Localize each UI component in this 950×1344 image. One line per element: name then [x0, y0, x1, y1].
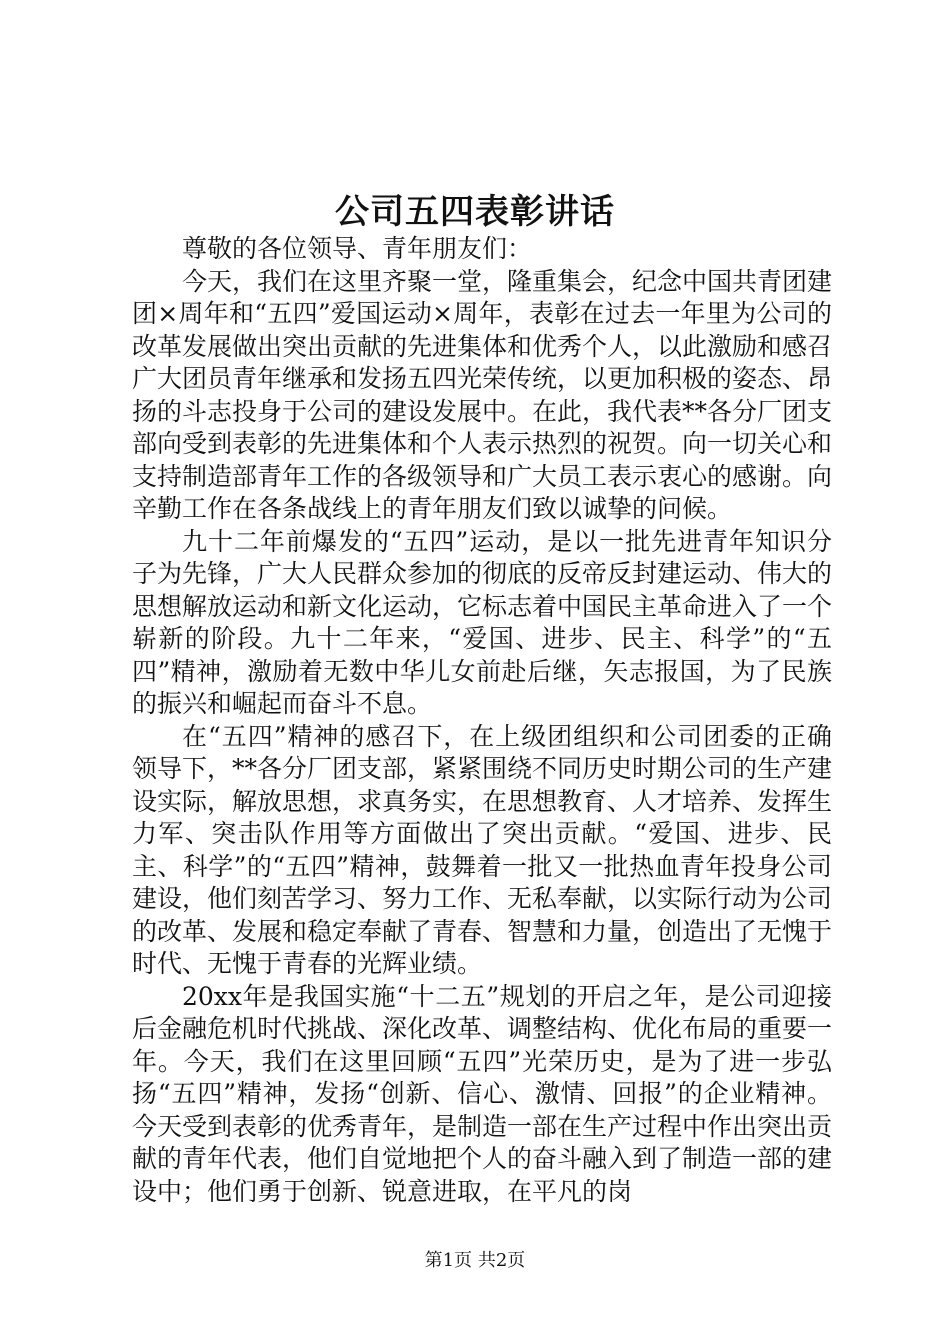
- paragraph-4: 20xx年是我国实施“十二五”规划的开启之年，是公司迎接后金融危机时代挑战、深化改革、调整结构、优化布局的重要一年。今天，我们在这里回顾“五四”光荣历史，是为了进一步弘扬“五四”精神，发扬“创新、信心、激情、回报”的企业精神。今天受到表彰的优秀青年，是制造一部在生产过程中作出突出贡献的青年代表，他们自觉地把个人的奋斗融入到了制造一部的建设中；他们勇于创新、锐意进取，在平凡的岗: [132, 981, 833, 1206]
- paragraph-3: 在“五四”精神的感召下，在上级团组织和公司团委的正确领导下，**各分厂团支部，紧紧围绕不同历史时期公司的生产建设实际，解放思想，求真务实，在思想教育、人才培养、发挥生力军、突击队作用等方面做出了突出贡献。“爱国、进步、民主、科学”的“五四”精神，鼓舞着一批又一批热血青年投身公司建设，他们刻苦学习、努力工作、无私奉献，以实际行动为公司的改革、发展和稳定奉献了青春、智慧和力量，创造出了无愧于时代、无愧于青春的光辉业绩。: [132, 721, 833, 978]
- paragraph-2: 九十二年前爆发的“五四”运动，是以一批先进青年知识分子为先锋，广大人民群众参加的彻底的反帝反封建运动、伟大的思想解放运动和新文化运动，它标志着中国民主革命进入了一个崭新的阶段。九十二年来，“爱国、进步、民主、科学”的“五四”精神，激励着无数中华儿女前赴后继，矢志报国，为了民族的振兴和崛起而奋斗不息。: [132, 526, 833, 718]
- salutation: 尊敬的各位领导、青年朋友们：: [182, 234, 533, 263]
- document-body: [132, 233, 832, 1208]
- paragraph-1: 今天，我们在这里齐聚一堂，隆重集会，纪念中国共青团建团×周年和“五四”爱国运动×周年，表彰在过去一年里为公司的改革发展做出突出贡献的先进集体和优秀个人，以此激励和感召广大团员青年继承和发扬五四光荣传统，以更加积极的姿态、昂扬的斗志投身于公司的建设发展中。在此，我代表**各分厂团支部向受到表彰的先进集体和个人表示热烈的祝贺。向一切关心和支持制造部青年工作的各级领导和广大员工表示衷心的感谢。向辛勤工作在各条战线上的青年朋友们致以诚挚的问候。: [132, 266, 833, 523]
- page-number: 第1页 共2页: [424, 1250, 526, 1271]
- document-title: 公司五四表彰讲话: [335, 192, 615, 232]
